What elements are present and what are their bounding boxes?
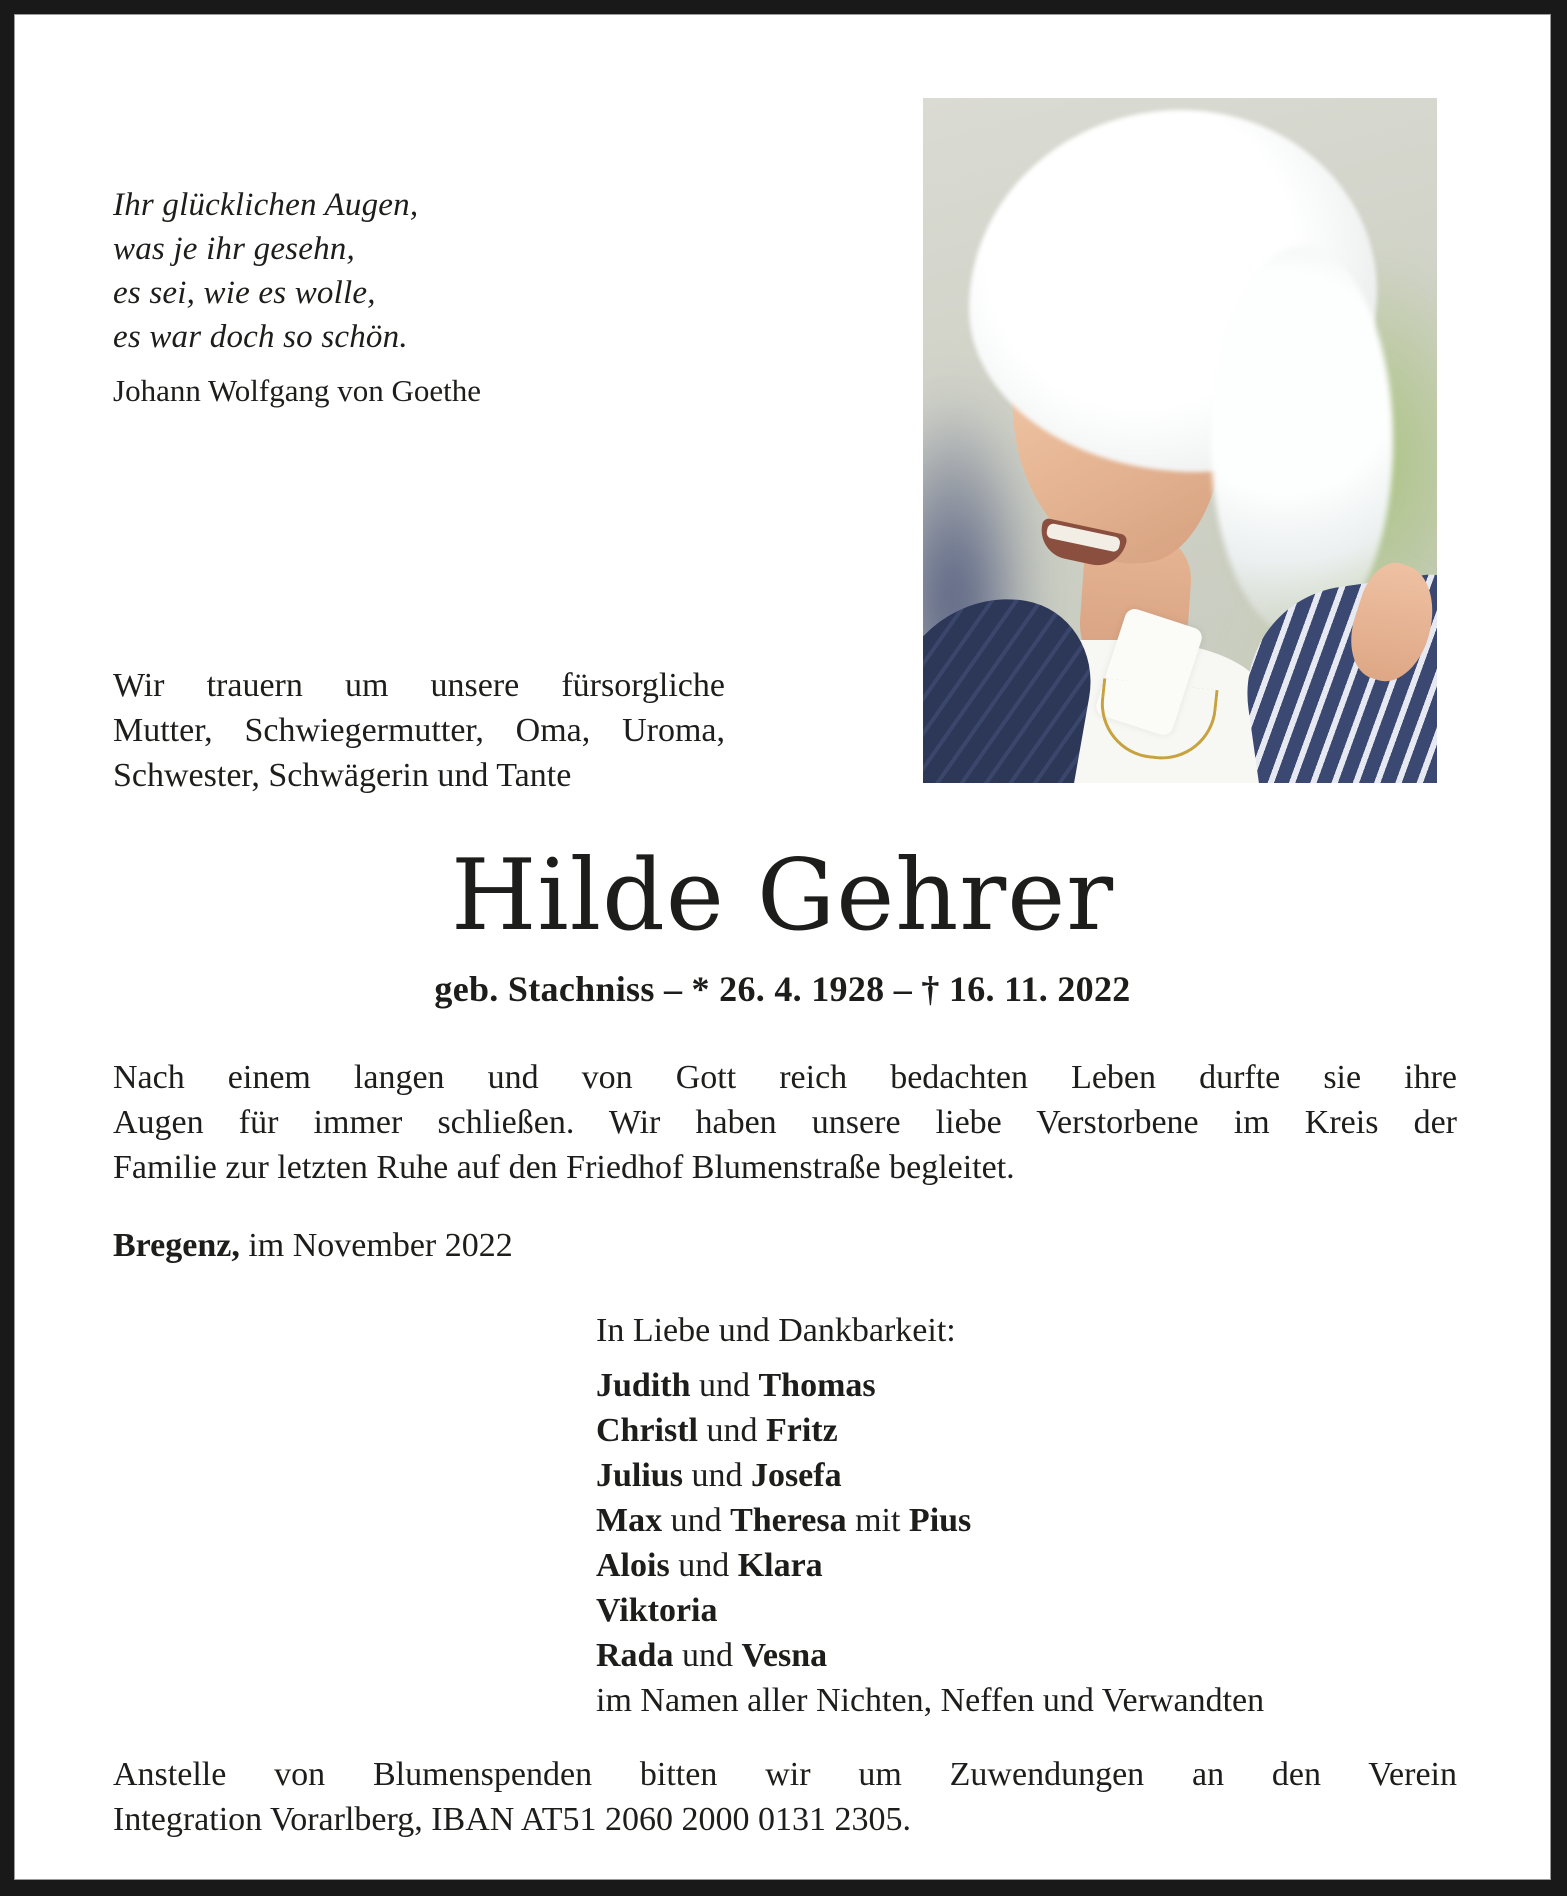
notice-page (15, 15, 1550, 1879)
mourner-line (596, 1363, 1264, 1408)
mourner-line (596, 1633, 1264, 1678)
photo-white-hair (1211, 246, 1393, 638)
mourner-line (596, 1498, 1264, 1543)
connector-word: und (690, 1367, 759, 1404)
donation-line: Integration Vorarlberg, IBAN AT51 2060 2000 0131 2305. (113, 1801, 911, 1838)
mourner-name: Judith (596, 1367, 691, 1404)
connector-word: und (682, 1457, 751, 1494)
mourner-name: Theresa (730, 1502, 847, 1539)
obituary-line: Nach einem langen und von Gott reich bedachten Leben durfte sie ihre (113, 1059, 1457, 1096)
mourner-name: Thomas (758, 1367, 876, 1404)
portrait-photo (923, 98, 1437, 783)
connector-word: und (698, 1412, 766, 1449)
donation-note (113, 1752, 1457, 1842)
mourner-name: Alois (596, 1547, 670, 1584)
connector-word: mit (846, 1502, 909, 1539)
obituary-paragraph (113, 1055, 1457, 1190)
mourner-name: Fritz (766, 1412, 838, 1449)
deceased-name: Hilde Gehrer (450, 839, 1115, 953)
intro-line: Mutter, Schwiegermutter, Oma, Uroma, (113, 712, 725, 749)
mourner-name: Josefa (750, 1457, 842, 1494)
mourners-section (596, 1308, 1264, 1723)
mourners-heading: In Liebe und Dankbarkeit: (596, 1312, 956, 1349)
intro-line: Wir trauern um unsere fürsorgliche (113, 667, 725, 704)
connector-word: und (673, 1637, 742, 1674)
mourner-name: Vesna (741, 1637, 828, 1674)
memorial-quote (113, 183, 481, 411)
date-text: im November 2022 (239, 1227, 513, 1264)
quote-line: es war doch so schön. (113, 319, 408, 355)
quote-line: Ihr glücklichen Augen, (113, 187, 419, 223)
connector-word: und (669, 1547, 738, 1584)
birth-death-dates: geb. Stachniss – * 26. 4. 1928 – † 16. 11. 2022 (434, 969, 1131, 1009)
donation-line: Anstelle von Blumenspenden bitten wir um Zuwendungen an den Verein (113, 1756, 1457, 1793)
mourner-line (596, 1588, 1264, 1633)
obituary-line: Familie zur letzten Ruhe auf den Friedhof Blumenstraße begleitet. (113, 1149, 1015, 1186)
mourner-name: Klara (737, 1547, 823, 1584)
mourners-list (596, 1363, 1264, 1678)
mourner-line (596, 1543, 1264, 1588)
mourner-name: Pius (908, 1502, 972, 1539)
mourner-line (596, 1408, 1264, 1453)
mourners-closing: im Namen aller Nichten, Neffen und Verwandten (596, 1682, 1265, 1719)
mourner-name: Julius (596, 1457, 683, 1494)
quote-author: Johann Wolfgang von Goethe (113, 373, 482, 408)
mourner-name: Viktoria (596, 1592, 718, 1629)
quote-line: was je ihr gesehn, (113, 231, 355, 267)
intro-line: Schwester, Schwägerin und Tante (113, 757, 572, 794)
place-name: Bregenz, (113, 1227, 240, 1264)
mourner-name: Christl (596, 1412, 698, 1449)
mourner-name: Rada (596, 1637, 674, 1674)
mourner-name: Max (596, 1502, 663, 1539)
mourner-line (596, 1453, 1264, 1498)
quote-line: es sei, wie es wolle, (113, 275, 376, 311)
mourning-intro (113, 663, 725, 798)
connector-word: und (662, 1502, 731, 1539)
obituary-line: Augen für immer schließen. Wir haben unsere liebe Verstorbene im Kreis der (113, 1104, 1457, 1141)
place-date-line (113, 1223, 513, 1268)
